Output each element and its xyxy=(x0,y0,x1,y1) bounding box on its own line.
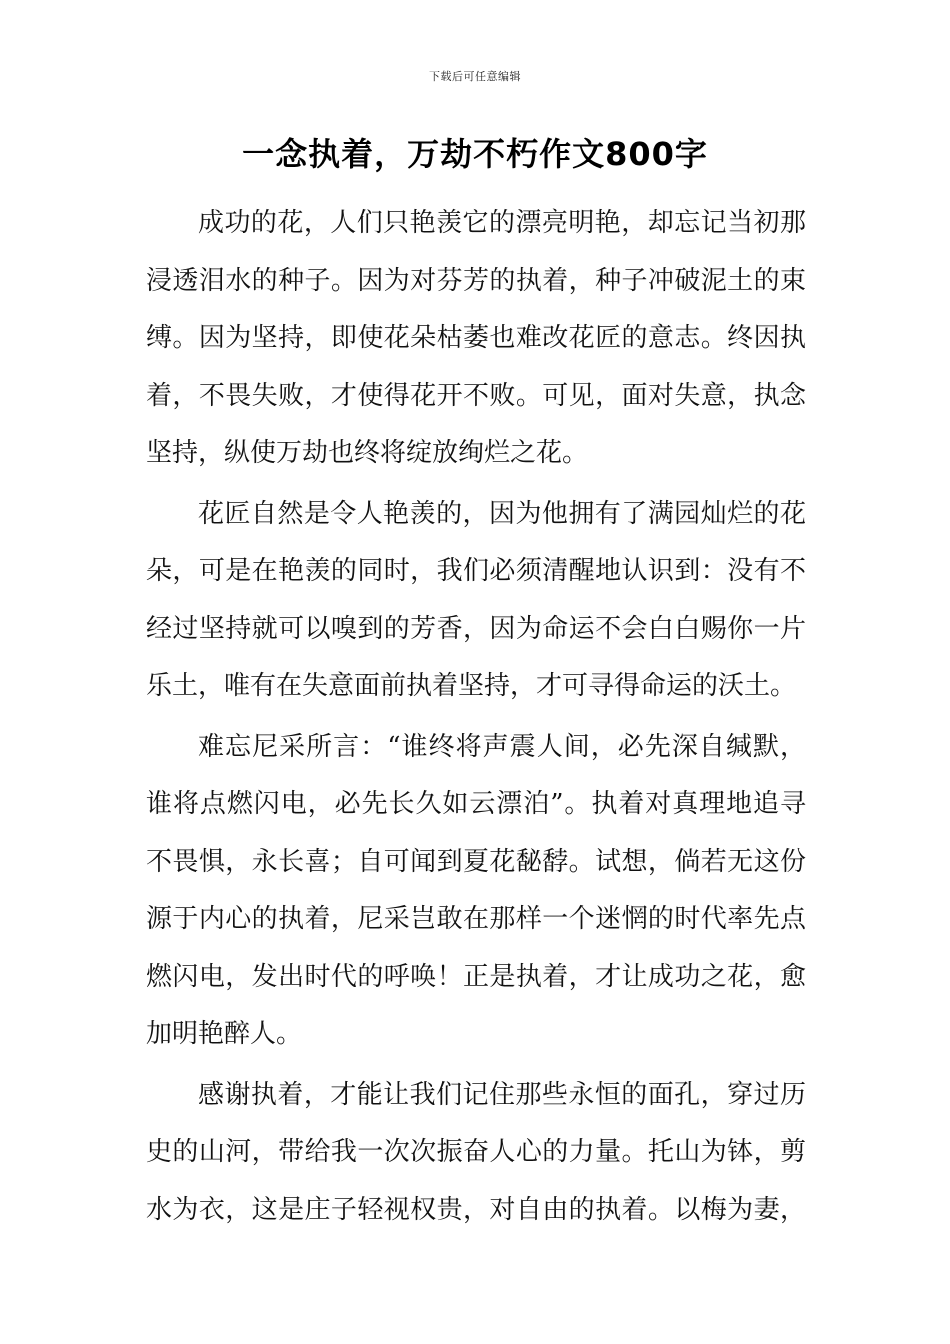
text-line: 感谢执着，才能让我们记住那些永恒的面孔，穿过历 xyxy=(198,1079,806,1110)
text-line: 水为衣，这是庄子轻视权贵，对自由的执着。以梅为妻， xyxy=(146,1194,806,1225)
text-line: 燃闪电，发出时代的呼唤！正是执着，才让成功之花，愈 xyxy=(146,961,806,992)
text-line: 加明艳醉人。 xyxy=(146,1019,303,1049)
document-body xyxy=(146,195,806,1242)
document-title: 一念执着，万劫不朽作文800字 xyxy=(242,135,708,173)
text-line: 不畏惧，永长喜；自可闻到夏花馝馞。试想，倘若无这份 xyxy=(146,846,806,877)
text-line: 浸透泪水的种子。因为对芬芳的执着，种子冲破泥土的束 xyxy=(146,265,806,296)
text-line: 着，不畏失败，才使得花开不败。可见，面对失意，执念 xyxy=(146,380,806,411)
text-line: 花匠自然是令人艳羡的，因为他拥有了满园灿烂的花 xyxy=(198,498,806,529)
text-line: 坚持，纵使万劫也终将绽放绚烂之花。 xyxy=(146,438,589,468)
text-line: 经过坚持就可以嗅到的芳香，因为命运不会白白赐你一片 xyxy=(146,613,806,644)
paragraph-4 xyxy=(146,1067,806,1240)
paragraph-2 xyxy=(146,486,806,716)
text-line: 难忘尼采所言：“谁终将声震人间，必先深自缄默， xyxy=(198,731,806,762)
paragraph-1 xyxy=(146,195,806,483)
text-line: 谁将点燃闪电，必先长久如云漂泊”。执着对真理地追寻 xyxy=(146,789,806,819)
text-line: 源于内心的执着，尼采岂敢在那样一个迷惘的时代率先点 xyxy=(146,904,806,934)
text-line: 乐土，唯有在失意面前执着坚持，才可寻得命运的沃土。 xyxy=(146,671,797,701)
page-header-note: 下载后可任意编辑 xyxy=(429,70,521,83)
text-line: 史的山河，带给我一次次振奋人心的力量。托山为钵，剪 xyxy=(146,1137,806,1167)
text-line: 缚。因为坚持，即使花朵枯萎也难改花匠的意志。终因执 xyxy=(146,323,806,353)
paragraph-3 xyxy=(146,719,806,1064)
text-line: 朵，可是在艳羡的同时，我们必须清醒地认识到：没有不 xyxy=(146,556,806,586)
text-line: 成功的花，人们只艳羡它的漂亮明艳，却忘记当初那 xyxy=(198,208,806,238)
